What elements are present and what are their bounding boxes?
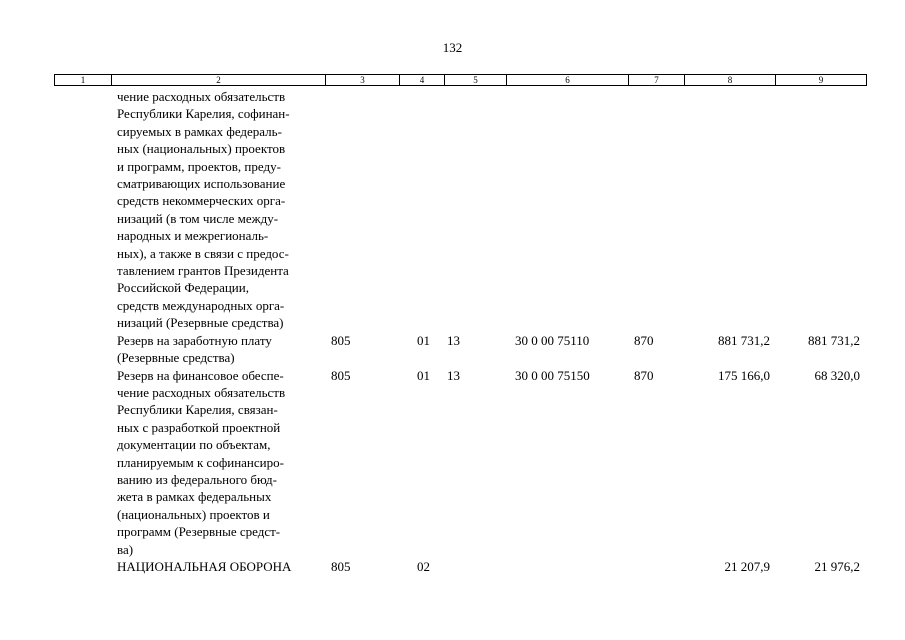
cell-ved: 805 xyxy=(331,558,351,574)
cell-amount-1: 175 166,0 xyxy=(718,367,770,383)
description-line: тавлением грантов Президента xyxy=(117,263,289,279)
description-line: ва) xyxy=(117,541,134,557)
cell-description xyxy=(111,367,325,558)
cell-amount-1: 881 731,2 xyxy=(718,332,770,348)
cell-description xyxy=(111,88,325,332)
description-line: НАЦИОНАЛЬНАЯ ОБОРОНА xyxy=(117,558,292,574)
description-line: ных (национальных) проектов xyxy=(117,141,286,157)
description-line: сматривающих использование xyxy=(117,176,286,192)
table-row xyxy=(54,88,865,332)
cell-amount-2: 21 976,2 xyxy=(814,558,860,574)
cell-description xyxy=(111,558,325,575)
description-line: чение расходных обязательств xyxy=(117,89,286,104)
table-body xyxy=(54,88,865,575)
column-header-7: 7 xyxy=(629,75,685,85)
description-line: Республики Карелия, софинан- xyxy=(117,106,290,122)
cell-description xyxy=(111,332,325,367)
description-line: средств международных орга- xyxy=(117,297,285,313)
cell-subsection: 13 xyxy=(447,367,460,383)
description-line: низаций (в том числе между- xyxy=(117,210,279,226)
column-header-2: 2 xyxy=(112,75,326,85)
column-header-6: 6 xyxy=(507,75,629,85)
description-line: жета в рамках федеральных xyxy=(117,489,272,505)
description-line: низаций (Резервные средства) xyxy=(117,315,284,331)
description-line: ванию из федерального бюд- xyxy=(117,471,277,487)
description-line: Республики Карелия, связан- xyxy=(117,402,278,418)
cell-amount-2: 68 320,0 xyxy=(814,367,860,383)
description-line: Российской Федерации, xyxy=(117,280,249,296)
cell-target-article: 30 0 00 75110 xyxy=(515,332,590,348)
column-header-5: 5 xyxy=(445,75,507,85)
column-header-9: 9 xyxy=(818,75,824,85)
description-line: и программ, проектов, преду- xyxy=(117,158,281,174)
description-line: (национальных) проектов и xyxy=(117,506,270,522)
table-row xyxy=(54,558,865,575)
cell-target-article: 30 0 00 75150 xyxy=(515,367,590,383)
description-line: планируемым к софинансиро- xyxy=(117,454,284,470)
description-line: ных), а также в связи с предос- xyxy=(117,245,289,261)
cell-section: 02 xyxy=(417,558,430,574)
column-header-1: 1 xyxy=(55,75,112,85)
description-line: программ (Резервные средст- xyxy=(117,524,281,540)
description-line: сируемых в рамках федераль- xyxy=(117,123,282,139)
cell-expense-type: 870 xyxy=(634,332,654,348)
table-header xyxy=(54,74,867,86)
column-header-8: 8 xyxy=(685,75,776,85)
table-row xyxy=(54,332,865,367)
description-line: (Резервные средства) xyxy=(117,350,235,366)
column-header-3: 3 xyxy=(326,75,400,85)
cell-ved: 805 xyxy=(331,367,351,383)
description-line: чение расходных обязательств xyxy=(117,384,286,400)
cell-section: 01 xyxy=(417,332,430,348)
description-line: ных с разработкой проектной xyxy=(117,419,281,435)
cell-expense-type: 870 xyxy=(634,367,654,383)
page-number: 132 xyxy=(442,40,463,55)
cell-amount-1: 21 207,9 xyxy=(724,558,770,574)
table-row xyxy=(54,367,865,558)
cell-section: 01 xyxy=(417,367,430,383)
description-line: народных и межрегиональ- xyxy=(117,228,269,244)
description-line: Резерв на заработную плату xyxy=(117,332,272,348)
description-line: документации по объектам, xyxy=(117,437,271,453)
cell-amount-2: 881 731,2 xyxy=(808,332,860,348)
description-line: Резерв на финансовое обеспе- xyxy=(117,367,284,383)
column-header-4: 4 xyxy=(400,75,445,85)
cell-ved: 805 xyxy=(331,332,351,348)
description-line: средств некоммерческих орга- xyxy=(117,193,286,209)
cell-subsection: 13 xyxy=(447,332,460,348)
